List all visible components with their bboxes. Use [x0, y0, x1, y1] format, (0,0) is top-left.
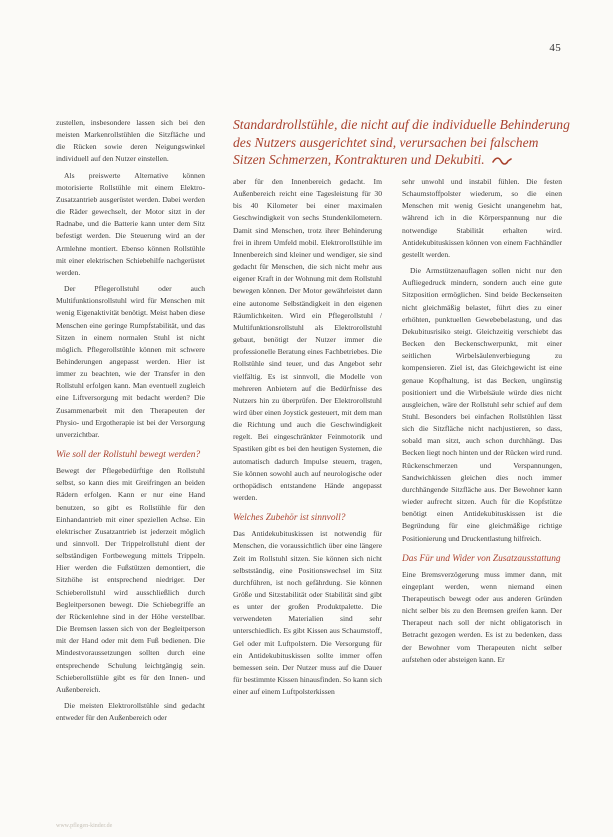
- section-heading: Welches Zubehör ist sinnvoll?: [233, 513, 346, 524]
- paragraph: Eine Bremsverzögerung muss immer dann, mit eingeplant werden, wenn niemand einen Therapeutisch bewegt oder aus anderen Gründen nicht selber bis zu den Bremsen greifen kann. Der Therapeut nach soll der nicht obligatorisch in Betracht gezogen werden. Es ist zu bedenken, dass der Bewohner vom Therapeuten nicht selber aufstehen oder absteigen kann. Er: [402, 569, 562, 664]
- paragraph: Die Armstützenauflagen sollen nicht nur den Aufliegedruck mindern, sondern auch eine gute Sitzposition ermöglichen. Sind beide Beckenseiten nicht gleichmäßig belastet, führt dies zu einer erhöhten, punktuellen Gewebebelastung, und das Dekubitusrisiko steigt. Gleichzeitig verschiebt das Becken den Beckenschwerpunkt, mit einer seitlichen Wirbelsäulenverbiegung zu kompensieren. Ziel ist, das Gleichgewicht ist eine genaue Kopfhaltung, ist das Becken, ungünstig positioniert und die Wirbelsäule würde dies nicht ausgleichen, wäre der Rollstuhl sehr schief auf dem Stuhl. Besonders bei einfachen Rollstühlen lässt sich die Sitzfläche nicht nachjustieren, so dass, sobald man sitzt, auch schon durchhängt. Das Becken liegt noch hinten und der Rücken wird rund. Rückenschmerzen und Verspannungen, Sandwichkissen gleichen dies noch immer durchhängende Sitzfläche aus. Der Bewohner kann wieder aufrecht sitzen. Auch für die Kopfstütze benötigt einen Antidekubituskissen ist die Begründung für eine gleichmäßige richtige Positionierung und Druckentlastung hilfreich.: [402, 266, 562, 543]
- paragraph: Die meisten Elektrorollstühle sind gedacht entweder für den Außenbereich oder: [56, 701, 205, 723]
- paragraph: Der Pflegerollstuhl oder auch Multifunktionsrollstuhl wird für Menschen mit wenig Eigenaktivität benötigt. Meist haben diese Menschen eine geringe Rumpfstabilität, und das Sitzen in einem normalen Stuhl ist nicht möglich. Pflegerollstühle können mit schwere Behinderungen angepasst werden. Hier ist immer zu beachten, wie der Transfer in den Rollstuhl erfolgen kann. Man eventuell zugleich eine Liftversorgung mit bedacht werden? Die Zusammenarbeit mit den Therapeuten der Physio- und Ergotherapie ist bei der Versorgung unverzichtbar.: [56, 284, 205, 439]
- paragraph: sehr unwohl und instabil fühlen. Die festen Schaumstoffpolster wiederum, so die einen Menschen mit wenig Gesicht unangenehm hat, während ich in die Körperspannung nur die notwendige Stabilität erhalten wird. Antidekubituskissen können von einem Fachhändler gestellt werden.: [402, 177, 562, 259]
- footer-url: www.pflegen-kinder.de: [56, 823, 113, 829]
- pull-quote: [233, 116, 573, 171]
- wave-icon: [492, 153, 512, 171]
- text-column-1: [56, 117, 205, 728]
- paragraph: Als preiswerte Alternative können motorisierte Rollstühle mit einem Elektro-Zusatzantrieb ausgerüstet werden. Dabei werden die Räder gewechselt, der Motor sitzt in der Radnabe, und die Batterie kann unter dem Sitz befestigt werden. Die Steuerung wird an der Armlehne montiert. Ebenso können Rollstühle mit einer elektrischen Schiebehilfe nachgerüstet werden.: [56, 170, 205, 277]
- text-column-3: [402, 176, 562, 670]
- paragraph: Das Antidekubituskissen ist notwendig für Menschen, die voraussichtlich über eine längere Zeit im Rollstuhl sitzen. Sie können sich nicht selbstständig, eine Positionswechsel im Sitz durchführen, ist noch gefährdung. Sie können Größe und Sitzstabilität oder Stabilität sind gibt es unter der großen Produktpalette. Die verwendeten Materialien sind sehr unterschiedlich. Es gibt Kissen aus Schaumstoff, Gel oder mit Luftpolstern. Die Versorgung für ein Antidekubituskissen sollte immer offen bemessen sein. Der Nutzer muss auf die Dauer für bestimmte Kissen hinausfinden. So kann sich einer auf einem Luftpolsterkissen: [233, 529, 382, 697]
- paragraph: aber für den Innenbereich gedacht. Im Außenbereich reicht eine Tagesleistung für 30 bis 40 Kilometer bei einer maximalen Geschwindigkeit von sechs Stundenkilometern. Damit sind Menschen, trotz ihrer Behinderung frei in ihrem Umfeld mobil. Elektrorollstühle im Innenbereich sind kleiner und wendiger, sie sind gedacht für Menschen, die sich nicht mehr aus eigener Kraft in der Wohnung mit dem Rollstuhl bewegen können. Der Motor gewährleistet dann eine autonome Selbständigkeit in den eigenen Räumlichkeiten. Wird ein Pflegerollstuhl / Multifunktionsrollstuhl als Elektrorollstuhl gebaut, benötigt der Nutzer immer die professionelle Beratung eines Fachbetriebes. Die Rollstühle sind teuer, und das Angebot sehr vielfältig. Es ist sinnvoll, die Modelle von mehreren Anbietern auf die Bedürfnisse des Nutzers hin zu überprüfen. Der Elektrorollstuhl wird über einen Joystick gesteuert, mit dem man die Richtung und auch die Geschwindigkeit regelt. Bei eingeschränkter Feinmotorik und Spastiken gibt es bei den heutigen Systemen, die automatisch dadurch Impulse steuern, tragen, Sie können sowohl auch auf neurologische oder orthopädisch entstandene Hände angepasst werden.: [233, 177, 382, 503]
- paragraph: zustellen, insbesondere lassen sich bei den meisten Markenrollstühlen die Sitzfläche und die Rücken sowie deren Neigungswinkel individuell auf den Nutzer einstellen.: [56, 118, 205, 164]
- page-number: 45: [549, 42, 561, 54]
- section-heading: Wie soll der Rollstuhl bewegt werden?: [56, 450, 201, 461]
- pull-quote-text: Standardrollstühle, die nicht auf die individuelle Behinderung des Nutzers ausgerichtet sind, verursachen bei falschem Sitzen Schmerzen, Kontrakturen und Dekubiti.: [233, 117, 570, 167]
- text-column-2: [233, 176, 382, 702]
- paragraph: Bewegt der Pflegebedürftige den Rollstuhl selbst, so kann dies mit Greifringen an beiden Rädern erfolgen. Kann er nur eine Hand benutzen, so gibt es Rollstühle für den Einhandantrieb mit einer speziellen Achse. Ein elektrischer Zusatzantrieb ist jederzeit möglich und sinnvoll. Der Trippelrollstuhl dient der selbständigen Fortbewegung mittels Trippeln. Hier werden die Fußstützen demontiert, die Sitzhöhe ist entsprechend niedriger. Der Schieberollstuhl wird ausschließlich durch Begleitpersonen bewegt. Die Schiebegriffe an der Rückenlehne sind in der Höhe verstellbar. Die Bremsen lassen sich von der Begleitperson mit der Hand oder mit dem Fuß bedienen. Die Mindestvoraussetzungen sollten durch eine entsprechende Schulung leichtgängig sein. Schieberollstühle gibt es für den Innen- und Außenbereich.: [56, 466, 205, 694]
- section-heading: Das Für und Wider von Zusatzausstattung: [402, 553, 561, 564]
